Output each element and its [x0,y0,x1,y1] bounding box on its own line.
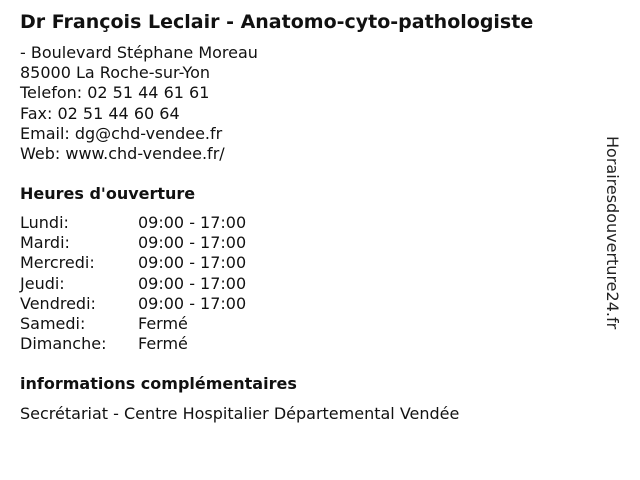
street-address: - Boulevard Stéphane Moreau [20,43,258,62]
email-address: Email: dg@chd-vendee.fr [20,123,223,143]
page-title: Dr François Leclair - Anatomo-cyto-pathologiste [20,11,534,33]
hours-value: Fermé [138,313,188,333]
contact-block [20,43,258,164]
opening-hours-heading: Heures d'ouverture [20,184,196,203]
hours-value: 09:00 - 17:00 [138,253,247,273]
hours-value: 09:00 - 17:00 [138,213,247,232]
site-watermark: Horairesdouverture24.fr [603,136,622,330]
day-label: Vendredi: [20,293,96,313]
hours-value: Fermé [138,334,188,354]
fax-number: Fax: 02 51 44 60 64 [20,103,180,123]
day-label: Mercredi: [20,253,95,273]
day-label: Dimanche: [20,334,107,354]
day-label: Lundi: [20,213,69,232]
city-address: 85000 La Roche-sur-Yon [20,63,211,83]
additional-info-heading: informations complémentaires [20,374,297,393]
day-label: Jeudi: [20,273,65,293]
website-address: Web: www.chd-vendee.fr/ [20,144,225,164]
additional-info-text: Secrétariat - Centre Hospitalier Départemental Vendée [20,404,460,423]
hours-value: 09:00 - 17:00 [138,233,247,253]
hours-value: 09:00 - 17:00 [138,273,247,293]
day-label: Samedi: [20,313,86,333]
hours-value: 09:00 - 17:00 [138,293,247,313]
day-label: Mardi: [20,233,70,253]
phone-number: Telefon: 02 51 44 61 61 [20,83,210,103]
